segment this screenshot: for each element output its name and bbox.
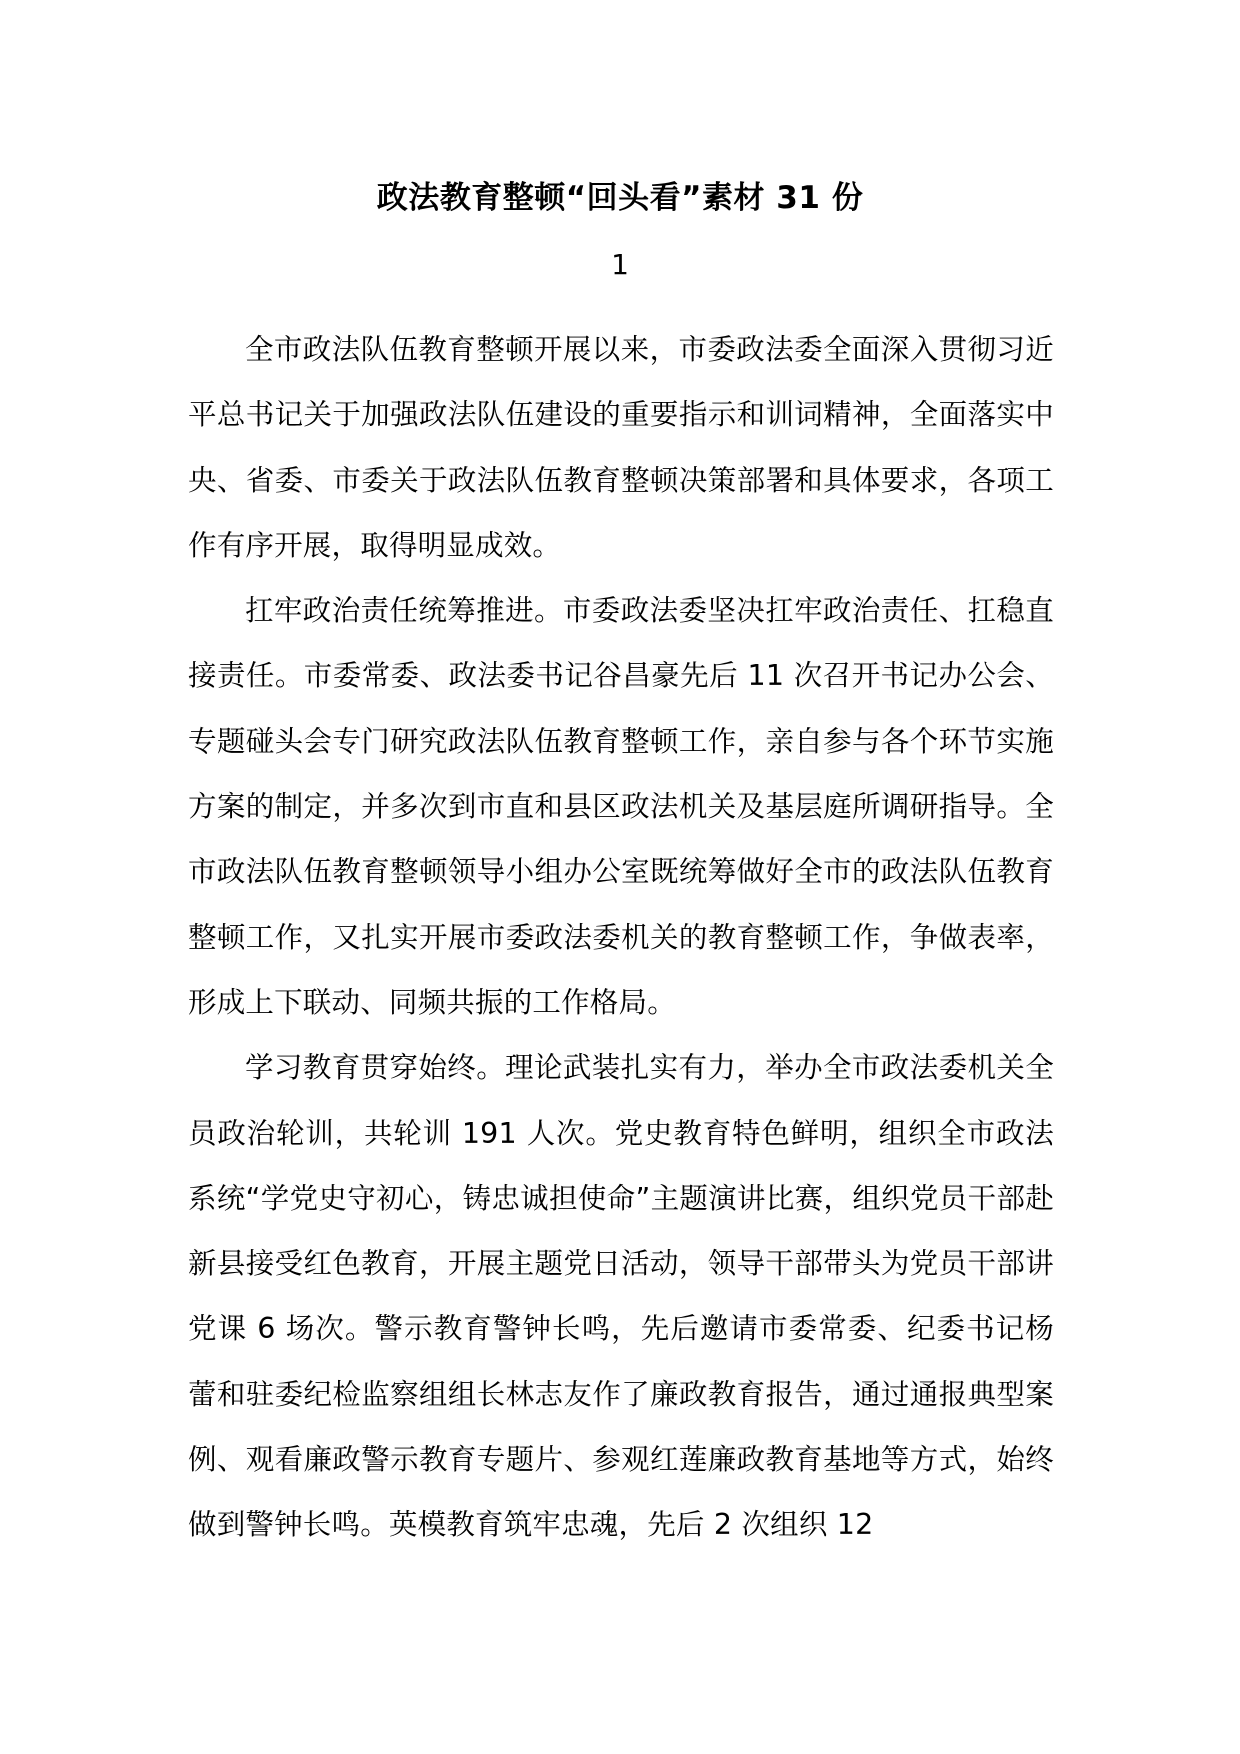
document-body (188, 317, 1054, 1558)
paragraph: 扛牢政治责任统筹推进。市委政法委坚决扛牢政治责任、扛稳直接责任。市委常委、政法委书记谷昌豪先后 11 次召开书记办公会、专题碰头会专门研究政法队伍教育整顿工作，亲自参与各个环节实施方案的制定，并多次到市直和县区政法机关及基层庭所调研指导。全市政法队伍教育整顿领导小组办公室既统筹做好全市的政法队伍教育整顿工作，又扎实开展市委政法委机关的教育整顿工作，争做表率，形成上下联动、同频共振的工作格局。 (188, 594, 1054, 1019)
section-number: 1 (611, 248, 629, 281)
paragraph: 全市政法队伍教育整顿开展以来，市委政法委全面深入贯彻习近平总书记关于加强政法队伍建设的重要指示和训词精神，全面落实中央、省委、市委关于政法队伍教育整顿决策部署和具体要求，各项工作有序开展，取得明显成效。 (188, 333, 1054, 562)
paragraph: 学习教育贯穿始终。理论武装扎实有力，举办全市政法委机关全员政治轮训，共轮训 191 人次。党史教育特色鲜明，组织全市政法系统“学党史守初心，铸忠诚担使命”主题演讲比赛，组织党员干部赴新县接受红色教育，开展主题党日活动，领导干部带头为党员干部讲党课 6 场次。警示教育警钟长鸣，先后邀请市委常委、纪委书记杨蕾和驻委纪检监察组组长林志友作了廉政教育报告，通过通报典型案例、观看廉政警示教育专题片、参观红莲廉政教育基地等方式，始终做到警钟长鸣。英模教育筑牢忠魂，先后 2 次组织 12 (188, 1051, 1054, 1542)
document-title: 政法教育整顿“回头看”素材 31 份 (376, 180, 864, 216)
